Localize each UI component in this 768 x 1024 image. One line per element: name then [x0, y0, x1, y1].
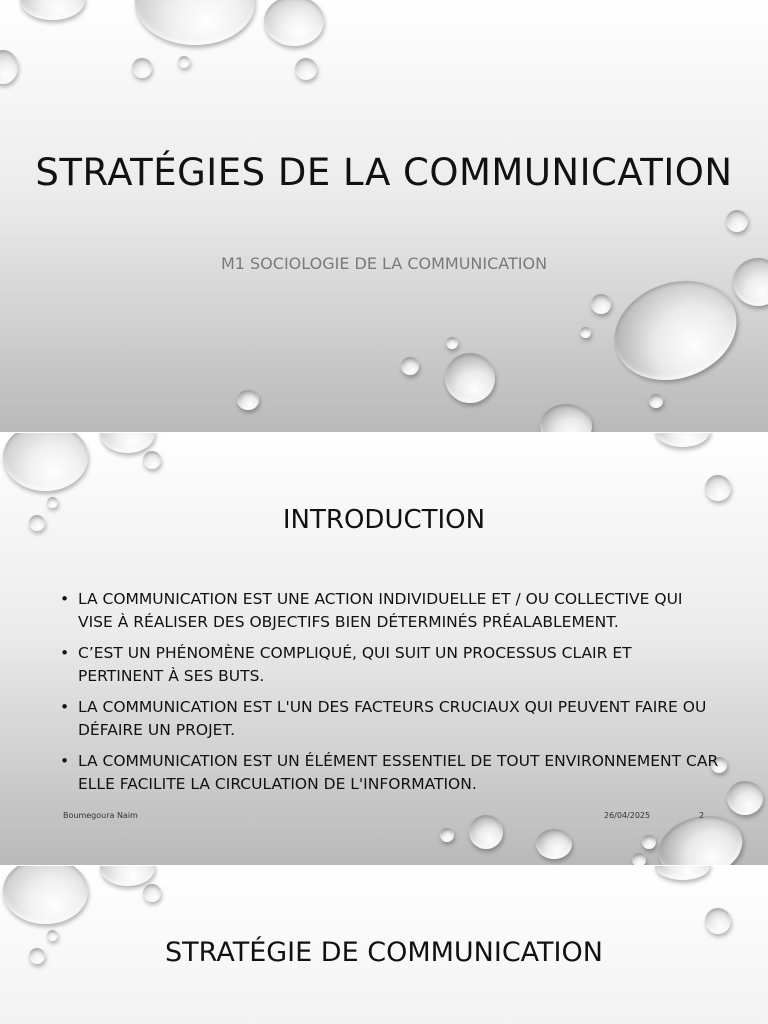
- slide-1-title: STRATÉGIES DE LA COMMUNICATION: [35, 151, 733, 194]
- slide-2-bullet-list: [60, 588, 720, 804]
- slide-1: [0, 0, 768, 432]
- water-drop-decoration: [446, 337, 458, 349]
- footer-date: 26/04/2025: [604, 811, 651, 820]
- water-drop-decoration: [20, 0, 85, 20]
- water-drop-decoration: [536, 829, 572, 859]
- water-drop-decoration: [601, 264, 751, 396]
- footer-author: Boumegoura Naim: [63, 811, 138, 820]
- water-drop-decoration: [469, 815, 503, 849]
- water-drop-decoration: [655, 866, 710, 880]
- water-drop-decoration: [401, 357, 419, 375]
- water-drop-decoration: [705, 475, 731, 501]
- water-drop-decoration: [237, 390, 259, 410]
- water-drop-decoration: [726, 210, 748, 232]
- water-drop-decoration: [649, 394, 663, 408]
- water-drop-decoration: [642, 835, 656, 849]
- water-drop-decoration: [178, 56, 190, 68]
- water-drop-decoration: [3, 866, 88, 924]
- water-drop-decoration: [655, 433, 710, 447]
- footer-page-number: 2: [699, 811, 705, 820]
- water-drop-decoration: [135, 0, 255, 45]
- slide-3-title: STRATÉGIE DE COMMUNICATION: [165, 937, 603, 968]
- water-drop-decoration: [440, 828, 454, 842]
- water-drop-decoration: [143, 451, 161, 469]
- water-drop-decoration: [100, 866, 155, 886]
- water-drop-decoration: [143, 884, 161, 902]
- water-drop-decoration: [0, 50, 18, 84]
- water-drop-decoration: [705, 908, 731, 934]
- water-drop-decoration: [445, 353, 495, 403]
- water-drop-decoration: [264, 0, 324, 46]
- bullet-item: • LA COMMUNICATION EST UN ÉLÉMENT ESSENTIEL DE TOUT ENVIRONNEMENT CAR ELLE FACILITE LA CIRCULATION DE L'INFORMATION.: [60, 750, 720, 796]
- water-drop-decoration: [591, 294, 611, 314]
- bullet-item: • LA COMMUNICATION EST UNE ACTION INDIVIDUELLE ET / OU COLLECTIVE QUI VISE À RÉALISER DES OBJECTIFS BIEN DÉTERMINÉS PRÉALABLEMENT.: [60, 588, 720, 634]
- water-drop-decoration: [295, 58, 317, 80]
- water-drop-decoration: [100, 433, 155, 453]
- water-drop-decoration: [580, 327, 591, 338]
- slide-1-subtitle: M1 SOCIOLOGIE DE LA COMMUNICATION: [220, 254, 548, 273]
- water-drop-decoration: [540, 404, 592, 432]
- water-drop-decoration: [3, 433, 88, 491]
- bullet-item: • C’EST UN PHÉNOMÈNE COMPLIQUÉ, QUI SUIT UN PROCESSUS CLAIR ET PERTINENT À SES BUTS.: [60, 642, 720, 688]
- water-drop-decoration: [632, 853, 646, 865]
- bullet-item: • LA COMMUNICATION EST L'UN DES FACTEURS CRUCIAUX QUI PEUVENT FAIRE OU DÉFAIRE UN PROJET.: [60, 696, 720, 742]
- water-drop-decoration: [727, 781, 763, 815]
- slide-2-title: INTRODUCTION: [282, 505, 486, 535]
- water-drop-decoration: [132, 58, 152, 78]
